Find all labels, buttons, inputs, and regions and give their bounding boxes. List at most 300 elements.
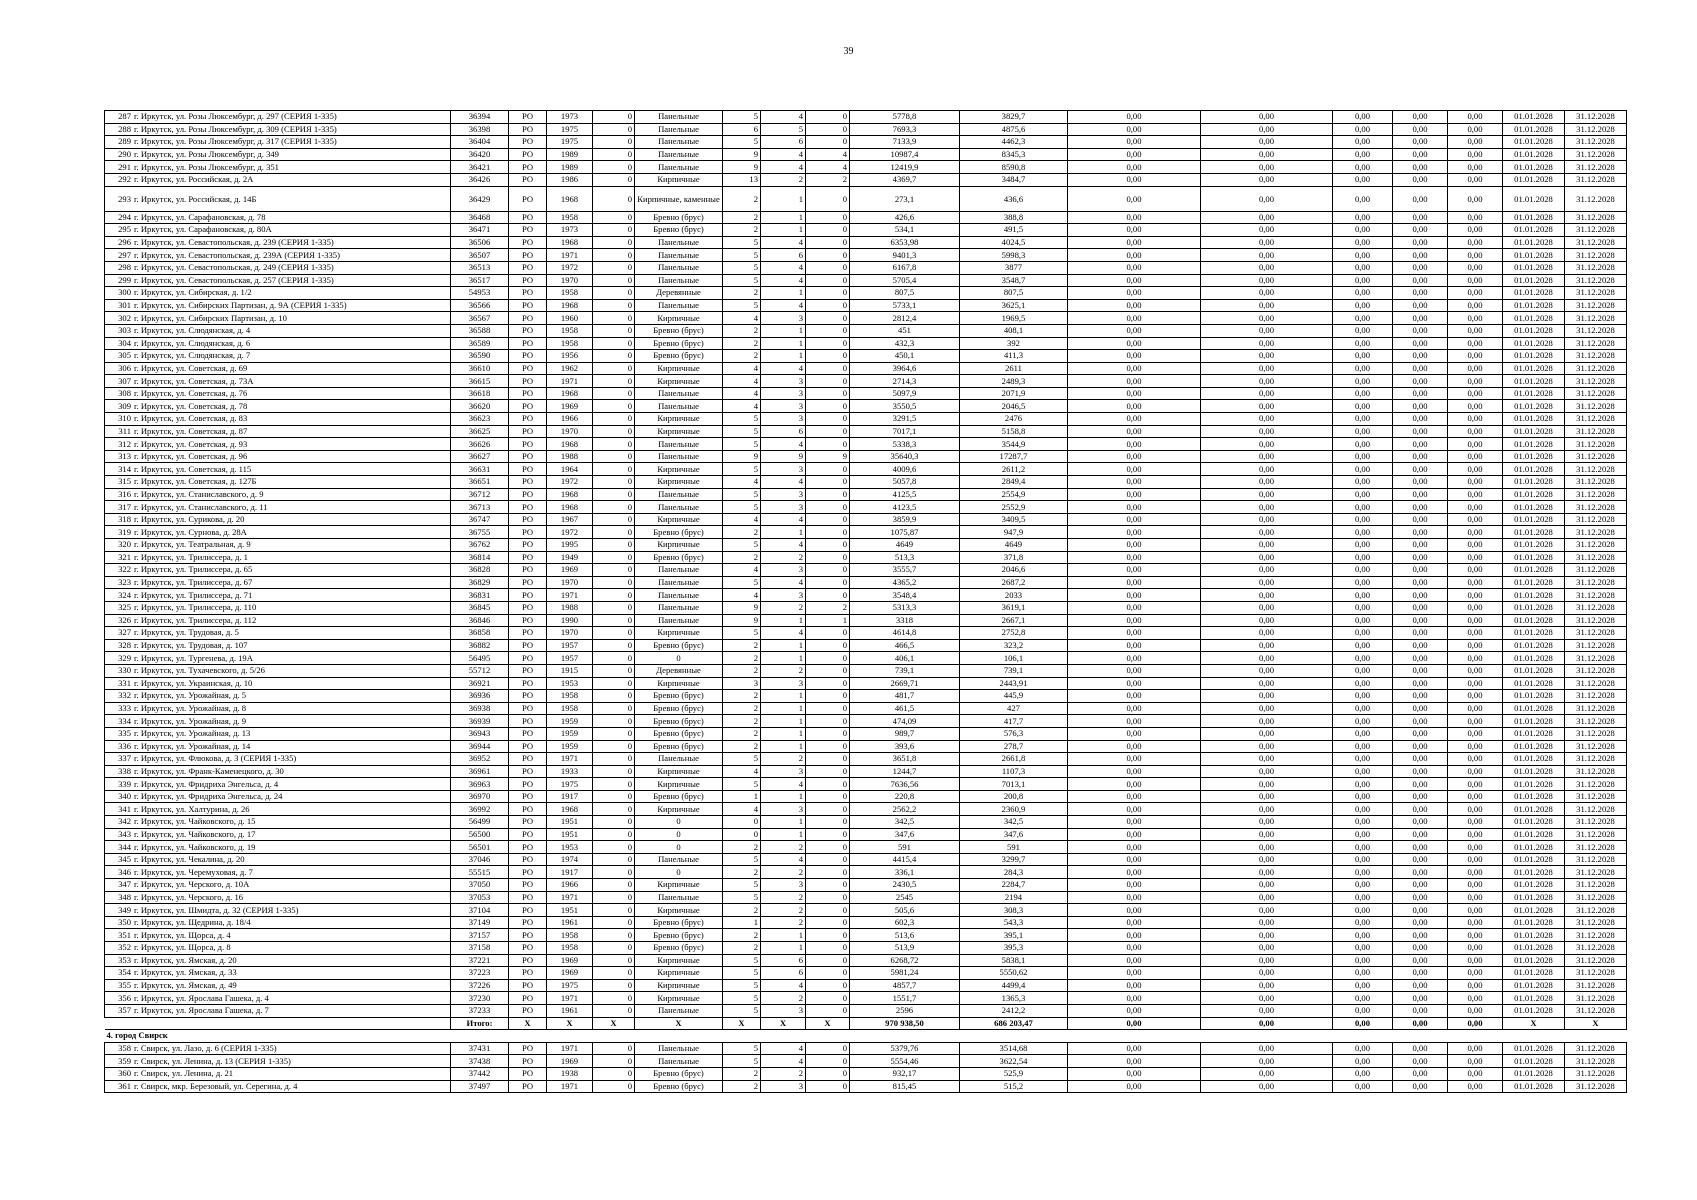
floors-cell: 2 <box>723 186 761 211</box>
address-cell <box>105 853 451 866</box>
address: г. Иркутск, ул. Розы Люксембург, д. 297 (СЕРИЯ 1-335) <box>134 111 337 122</box>
table-row <box>105 1067 1627 1080</box>
wall-material-cell: Кирпичные <box>635 954 723 967</box>
total-area-cell: 336,1 <box>850 866 960 879</box>
code-cell: 36952 <box>451 753 509 766</box>
code-cell: 55515 <box>451 866 509 879</box>
cost-4-cell: 0,00 <box>1393 488 1448 501</box>
form-cell: РО <box>509 1080 547 1093</box>
lifts-cell: 0 <box>806 942 850 955</box>
table-row <box>105 841 1627 854</box>
cost-1-cell: 0,00 <box>1068 287 1201 300</box>
table-row <box>105 942 1627 955</box>
code-cell: 37157 <box>451 929 509 942</box>
lifts-cell: 0 <box>806 916 850 929</box>
year-built-cell: 1958 <box>547 324 593 337</box>
cost-3-cell: 0,00 <box>1333 400 1393 413</box>
year-repair-cell: 0 <box>593 312 635 325</box>
lifts-cell: 0 <box>806 1055 850 1068</box>
row-number: 336 <box>118 740 131 751</box>
end-date-cell: 31.12.2028 <box>1565 261 1627 274</box>
cost-3-cell: 0,00 <box>1333 690 1393 703</box>
start-date-cell: 01.01.2028 <box>1503 450 1565 463</box>
address: г. Иркутск, ул. Станиславского, д. 11 <box>134 501 268 512</box>
cost-5-cell: 0,00 <box>1448 664 1503 677</box>
premises-area-cell: 1107,3 <box>960 765 1068 778</box>
cost-5-cell: 0,00 <box>1448 236 1503 249</box>
total-area-cell: 7017,1 <box>850 425 960 438</box>
page-number: 39 <box>843 46 854 57</box>
entrances-cell: 3 <box>761 765 806 778</box>
floors-cell: 9 <box>723 614 761 627</box>
row-number: 361 <box>118 1080 131 1091</box>
total-area-cell: 5733,1 <box>850 299 960 312</box>
start-date-cell: 01.01.2028 <box>1503 261 1565 274</box>
cost-3-cell: 0,00 <box>1333 740 1393 753</box>
wall-material-cell: Бревно (брус) <box>635 916 723 929</box>
start-date-cell: 01.01.2028 <box>1503 803 1565 816</box>
floors-cell: 2 <box>723 841 761 854</box>
premises-area-cell: 2046,6 <box>960 564 1068 577</box>
year-built-cell: 1968 <box>547 438 593 451</box>
cost-5-cell: 0,00 <box>1448 564 1503 577</box>
entrances-cell: 3 <box>761 488 806 501</box>
cost-5-cell: 0,00 <box>1448 639 1503 652</box>
cost-2-cell: 0,00 <box>1201 501 1333 514</box>
cost-4-cell: 0,00 <box>1393 148 1448 161</box>
lifts-cell: 0 <box>806 186 850 211</box>
lifts-cell: 0 <box>806 979 850 992</box>
wall-material-cell: Панельные <box>635 111 723 124</box>
year-built-cell: 1969 <box>547 564 593 577</box>
entrances-cell: 3 <box>761 501 806 514</box>
cost-2-cell: 0,00 <box>1201 677 1333 690</box>
code-cell: 37431 <box>451 1042 509 1055</box>
lifts-cell: 0 <box>806 576 850 589</box>
address: г. Иркутск, ул. Украинская, д. 10 <box>134 677 253 688</box>
address: г. Иркутск, ул. Черемуховая, д. 7 <box>134 866 253 877</box>
cost-4-cell: 0,00 <box>1393 627 1448 640</box>
wall-material-cell: Кирпичные <box>635 173 723 186</box>
year-repair-cell: 0 <box>593 350 635 363</box>
end-date-cell: 31.12.2028 <box>1565 790 1627 803</box>
total-area-cell: 481,7 <box>850 690 960 703</box>
code-cell: 37223 <box>451 967 509 980</box>
premises-area-cell: 106,1 <box>960 652 1068 665</box>
wall-material-cell: Кирпичные <box>635 375 723 388</box>
floors-cell: 5 <box>723 438 761 451</box>
end-date-cell: 31.12.2028 <box>1565 274 1627 287</box>
start-date-cell: 01.01.2028 <box>1503 551 1565 564</box>
form-cell: РО <box>509 488 547 501</box>
total-area-cell: 4125,5 <box>850 488 960 501</box>
cost-1-cell: 0,00 <box>1068 161 1201 174</box>
cost-3-cell: 0,00 <box>1333 866 1393 879</box>
section-title: 4. город Свирск <box>105 1030 1627 1043</box>
floors-cell: 5 <box>723 1004 761 1017</box>
form-cell: РО <box>509 173 547 186</box>
form-cell: РО <box>509 992 547 1005</box>
form-cell: РО <box>509 476 547 489</box>
table-row <box>105 413 1627 426</box>
form-cell: РО <box>509 601 547 614</box>
cost-5-cell: 0,00 <box>1448 501 1503 514</box>
code-cell: 36829 <box>451 576 509 589</box>
lifts-cell: 0 <box>806 350 850 363</box>
floors-cell: 2 <box>723 690 761 703</box>
table-row <box>105 161 1627 174</box>
code-cell: 36936 <box>451 690 509 703</box>
year-built-cell: 1962 <box>547 362 593 375</box>
premises-area-cell: 308,3 <box>960 904 1068 917</box>
premises-area-cell: 2476 <box>960 413 1068 426</box>
end-date-cell: 31.12.2028 <box>1565 161 1627 174</box>
entrances-cell: 3 <box>761 375 806 388</box>
table-row <box>105 136 1627 149</box>
year-repair-cell: 0 <box>593 501 635 514</box>
entrances-cell: 9 <box>761 450 806 463</box>
end-date-cell: 31.12.2028 <box>1565 173 1627 186</box>
cost-4-cell: 0,00 <box>1393 211 1448 224</box>
total-area-cell: 5338,3 <box>850 438 960 451</box>
cost-2-cell: 0,00 <box>1201 211 1333 224</box>
entrances-cell: 1 <box>761 211 806 224</box>
form-cell: РО <box>509 387 547 400</box>
address-cell <box>105 589 451 602</box>
address-cell <box>105 879 451 892</box>
cost-5-cell: 0,00 <box>1448 702 1503 715</box>
wall-material-cell: Бревно (брус) <box>635 929 723 942</box>
table-row <box>105 1055 1627 1068</box>
cost-1-cell: 0,00 <box>1068 236 1201 249</box>
table-row <box>105 992 1627 1005</box>
end-date-cell: 31.12.2028 <box>1565 765 1627 778</box>
start-date-cell: 01.01.2028 <box>1503 816 1565 829</box>
premises-area-cell: 8345,3 <box>960 148 1068 161</box>
year-repair-cell: 0 <box>593 476 635 489</box>
floors-cell: 4 <box>723 803 761 816</box>
entrances-cell: 1 <box>761 727 806 740</box>
year-repair-cell: 0 <box>593 1042 635 1055</box>
lifts-cell: 0 <box>806 702 850 715</box>
lifts-cell: 2 <box>806 173 850 186</box>
address-cell <box>105 111 451 124</box>
address: г. Иркутск, ул. Фридриха Энгельса, д. 4 <box>134 778 279 789</box>
row-number: 334 <box>118 715 131 726</box>
address-cell <box>105 765 451 778</box>
cost-4-cell: 0,00 <box>1393 790 1448 803</box>
cost-5-cell: 0,00 <box>1448 287 1503 300</box>
wall-material-cell: Бревно (брус) <box>635 526 723 539</box>
cost-2-cell: 0,00 <box>1201 690 1333 703</box>
cost-2-cell: 0,00 <box>1201 1055 1333 1068</box>
row-number: 309 <box>118 400 131 411</box>
end-date-cell: 31.12.2028 <box>1565 123 1627 136</box>
lifts-cell: 0 <box>806 236 850 249</box>
cost-4-cell: 0,00 <box>1393 816 1448 829</box>
end-date-cell: 31.12.2028 <box>1565 589 1627 602</box>
code-cell: 36814 <box>451 551 509 564</box>
total-blank <box>105 1017 451 1030</box>
total-area-cell: 807,5 <box>850 287 960 300</box>
row-number: 318 <box>118 514 131 525</box>
row-number: 355 <box>118 980 131 991</box>
wall-material-cell: Кирпичные <box>635 539 723 552</box>
cost-1-cell: 0,00 <box>1068 778 1201 791</box>
year-built-cell: 1967 <box>547 513 593 526</box>
wall-material-cell: Бревно (брус) <box>635 790 723 803</box>
cost-5-cell: 0,00 <box>1448 438 1503 451</box>
table-row <box>105 425 1627 438</box>
premises-area-cell: 5550,62 <box>960 967 1068 980</box>
cost-4-cell: 0,00 <box>1393 123 1448 136</box>
code-cell: 36589 <box>451 337 509 350</box>
premises-area-cell: 7013,1 <box>960 778 1068 791</box>
premises-area-cell: 3548,7 <box>960 274 1068 287</box>
year-built-cell: 1989 <box>547 148 593 161</box>
floors-cell: 5 <box>723 891 761 904</box>
row-number: 298 <box>118 262 131 273</box>
start-date-cell: 01.01.2028 <box>1503 614 1565 627</box>
cost-2-cell: 0,00 <box>1201 312 1333 325</box>
table-row <box>105 954 1627 967</box>
start-date-cell: 01.01.2028 <box>1503 438 1565 451</box>
start-date-cell: 01.01.2028 <box>1503 627 1565 640</box>
cost-5-cell: 0,00 <box>1448 614 1503 627</box>
start-date-cell: 01.01.2028 <box>1503 111 1565 124</box>
address: г. Иркутск, ул. Сибирских Партизан, д. 10 <box>134 312 287 323</box>
cost-2-cell: 0,00 <box>1201 790 1333 803</box>
address: г. Иркутск, ул. Сибирская, д. 1/2 <box>134 287 252 298</box>
year-built-cell: 1971 <box>547 891 593 904</box>
end-date-cell: 31.12.2028 <box>1565 1080 1627 1093</box>
row-number: 288 <box>118 123 131 134</box>
year-built-cell: 1949 <box>547 551 593 564</box>
cost-5-cell: 0,00 <box>1448 136 1503 149</box>
row-number: 345 <box>118 854 131 865</box>
cost-5-cell: 0,00 <box>1448 148 1503 161</box>
cost-1-cell: 0,00 <box>1068 904 1201 917</box>
address: г. Иркутск, ул. Чайковского, д. 15 <box>134 816 256 827</box>
form-cell: РО <box>509 715 547 728</box>
wall-material-cell: Кирпичные <box>635 879 723 892</box>
code-cell: 36961 <box>451 765 509 778</box>
year-repair-cell: 0 <box>593 463 635 476</box>
year-repair-cell: 0 <box>593 488 635 501</box>
cost-2-cell: 0,00 <box>1201 904 1333 917</box>
cost-3-cell: 0,00 <box>1333 438 1393 451</box>
year-repair-cell: 0 <box>593 942 635 955</box>
table-row <box>105 891 1627 904</box>
premises-area-cell: 2552,9 <box>960 501 1068 514</box>
cost-4-cell: 0,00 <box>1393 664 1448 677</box>
wall-material-cell: Панельные <box>635 753 723 766</box>
wall-material-cell: Бревно (брус) <box>635 740 723 753</box>
year-repair-cell: 0 <box>593 740 635 753</box>
code-cell: 36506 <box>451 236 509 249</box>
code-cell: 37226 <box>451 979 509 992</box>
address: г. Иркутск, ул. Советская, д. 76 <box>134 388 248 399</box>
cost-3-cell: 0,00 <box>1333 463 1393 476</box>
end-date-cell: 31.12.2028 <box>1565 916 1627 929</box>
entrances-cell: 6 <box>761 425 806 438</box>
end-date-cell: 31.12.2028 <box>1565 740 1627 753</box>
premises-area-cell: 2849,4 <box>960 476 1068 489</box>
cost-1-cell: 0,00 <box>1068 690 1201 703</box>
floors-cell: 5 <box>723 249 761 262</box>
year-built-cell: 1951 <box>547 828 593 841</box>
address-cell <box>105 866 451 879</box>
end-date-cell: 31.12.2028 <box>1565 992 1627 1005</box>
wall-material-cell: 0 <box>635 866 723 879</box>
premises-area-cell: 323,2 <box>960 639 1068 652</box>
premises-area-cell: 5998,3 <box>960 249 1068 262</box>
row-number: 346 <box>118 866 131 877</box>
end-date-cell: 31.12.2028 <box>1565 954 1627 967</box>
code-cell: 36626 <box>451 438 509 451</box>
cost-4-cell: 0,00 <box>1393 753 1448 766</box>
cost-4-cell: 0,00 <box>1393 400 1448 413</box>
table-row <box>105 387 1627 400</box>
form-cell: РО <box>509 312 547 325</box>
floors-cell: 2 <box>723 702 761 715</box>
cost-4-cell: 0,00 <box>1393 438 1448 451</box>
year-built-cell: 1995 <box>547 539 593 552</box>
start-date-cell: 01.01.2028 <box>1503 299 1565 312</box>
row-number: 289 <box>118 136 131 147</box>
total-area-cell: 9401,3 <box>850 249 960 262</box>
cost-5-cell: 0,00 <box>1448 400 1503 413</box>
year-built-cell: 1986 <box>547 173 593 186</box>
form-cell: РО <box>509 753 547 766</box>
total-area-cell: 3291,5 <box>850 413 960 426</box>
cost-5-cell: 0,00 <box>1448 979 1503 992</box>
cost-5-cell: 0,00 <box>1448 526 1503 539</box>
floors-cell: 2 <box>723 337 761 350</box>
cost-4-cell: 0,00 <box>1393 828 1448 841</box>
lifts-cell: 0 <box>806 1067 850 1080</box>
cost-3-cell: 0,00 <box>1333 539 1393 552</box>
cost-3-cell: 0,00 <box>1333 249 1393 262</box>
year-built-cell: 1975 <box>547 979 593 992</box>
end-date-cell: 31.12.2028 <box>1565 463 1627 476</box>
cost-1-cell: 0,00 <box>1068 299 1201 312</box>
cost-3-cell: 0,00 <box>1333 425 1393 438</box>
start-date-cell: 01.01.2028 <box>1503 879 1565 892</box>
year-built-cell: 1968 <box>547 501 593 514</box>
floors-cell: 5 <box>723 778 761 791</box>
total-cost: 0,00 <box>1068 1017 1201 1030</box>
cost-4-cell: 0,00 <box>1393 161 1448 174</box>
lifts-cell: 0 <box>806 513 850 526</box>
cost-3-cell: 0,00 <box>1333 778 1393 791</box>
year-repair-cell: 0 <box>593 438 635 451</box>
cost-5-cell: 0,00 <box>1448 589 1503 602</box>
floors-cell: 5 <box>723 853 761 866</box>
premises-area-cell: 525,9 <box>960 1067 1068 1080</box>
form-cell: РО <box>509 614 547 627</box>
address-cell <box>105 816 451 829</box>
entrances-cell: 4 <box>761 476 806 489</box>
form-cell: РО <box>509 123 547 136</box>
floors-cell: 2 <box>723 652 761 665</box>
wall-material-cell: Кирпичные <box>635 463 723 476</box>
cost-3-cell: 0,00 <box>1333 1004 1393 1017</box>
address: г. Иркутск, ул. Флюкова, д. 3 (СЕРИЯ 1-335) <box>134 753 297 764</box>
start-date-cell: 01.01.2028 <box>1503 601 1565 614</box>
year-repair-cell: 0 <box>593 916 635 929</box>
total-area-cell: 4369,7 <box>850 173 960 186</box>
code-cell: 36620 <box>451 400 509 413</box>
cost-4-cell: 0,00 <box>1393 904 1448 917</box>
wall-material-cell: Панельные <box>635 299 723 312</box>
wall-material-cell: Кирпичные <box>635 979 723 992</box>
cost-4-cell: 0,00 <box>1393 173 1448 186</box>
floors-cell: 9 <box>723 450 761 463</box>
cost-2-cell: 0,00 <box>1201 337 1333 350</box>
lifts-cell: 0 <box>806 123 850 136</box>
row-number: 314 <box>118 463 131 474</box>
cost-5-cell: 0,00 <box>1448 677 1503 690</box>
year-repair-cell: 0 <box>593 173 635 186</box>
cost-2-cell: 0,00 <box>1201 362 1333 375</box>
code-cell: 56501 <box>451 841 509 854</box>
floors-cell: 4 <box>723 362 761 375</box>
year-built-cell: 1975 <box>547 123 593 136</box>
cost-4-cell: 0,00 <box>1393 589 1448 602</box>
cost-2-cell: 0,00 <box>1201 375 1333 388</box>
cost-1-cell: 0,00 <box>1068 387 1201 400</box>
floors-cell: 5 <box>723 1042 761 1055</box>
total-area-cell: 513,3 <box>850 551 960 564</box>
end-date-cell: 31.12.2028 <box>1565 501 1627 514</box>
floors-cell: 2 <box>723 727 761 740</box>
premises-area-cell: 807,5 <box>960 287 1068 300</box>
cost-2-cell: 0,00 <box>1201 828 1333 841</box>
code-cell: 36618 <box>451 387 509 400</box>
lifts-cell: 0 <box>806 337 850 350</box>
cost-3-cell: 0,00 <box>1333 312 1393 325</box>
lifts-cell: 0 <box>806 111 850 124</box>
cost-5-cell: 0,00 <box>1448 727 1503 740</box>
end-date-cell: 31.12.2028 <box>1565 211 1627 224</box>
end-date-cell: 31.12.2028 <box>1565 639 1627 652</box>
code-cell: 36755 <box>451 526 509 539</box>
year-repair-cell: 0 <box>593 249 635 262</box>
start-date-cell: 01.01.2028 <box>1503 904 1565 917</box>
year-built-cell: 1951 <box>547 904 593 917</box>
lifts-cell: 0 <box>806 627 850 640</box>
year-built-cell: 1915 <box>547 664 593 677</box>
table-row <box>105 350 1627 363</box>
cost-3-cell: 0,00 <box>1333 513 1393 526</box>
total-x: Х <box>761 1017 806 1030</box>
cost-3-cell: 0,00 <box>1333 362 1393 375</box>
cost-5-cell: 0,00 <box>1448 816 1503 829</box>
lifts-cell: 0 <box>806 438 850 451</box>
total-area-cell: 513,6 <box>850 929 960 942</box>
cost-2-cell: 0,00 <box>1201 324 1333 337</box>
row-number: 340 <box>118 791 131 802</box>
premises-area-cell: 2443,91 <box>960 677 1068 690</box>
address: г. Иркутск, ул. Сарафановская, д. 80А <box>134 224 272 235</box>
year-built-cell: 1968 <box>547 186 593 211</box>
lifts-cell: 0 <box>806 879 850 892</box>
code-cell: 36398 <box>451 123 509 136</box>
lifts-cell: 0 <box>806 526 850 539</box>
lifts-cell: 0 <box>806 539 850 552</box>
code-cell: 36625 <box>451 425 509 438</box>
